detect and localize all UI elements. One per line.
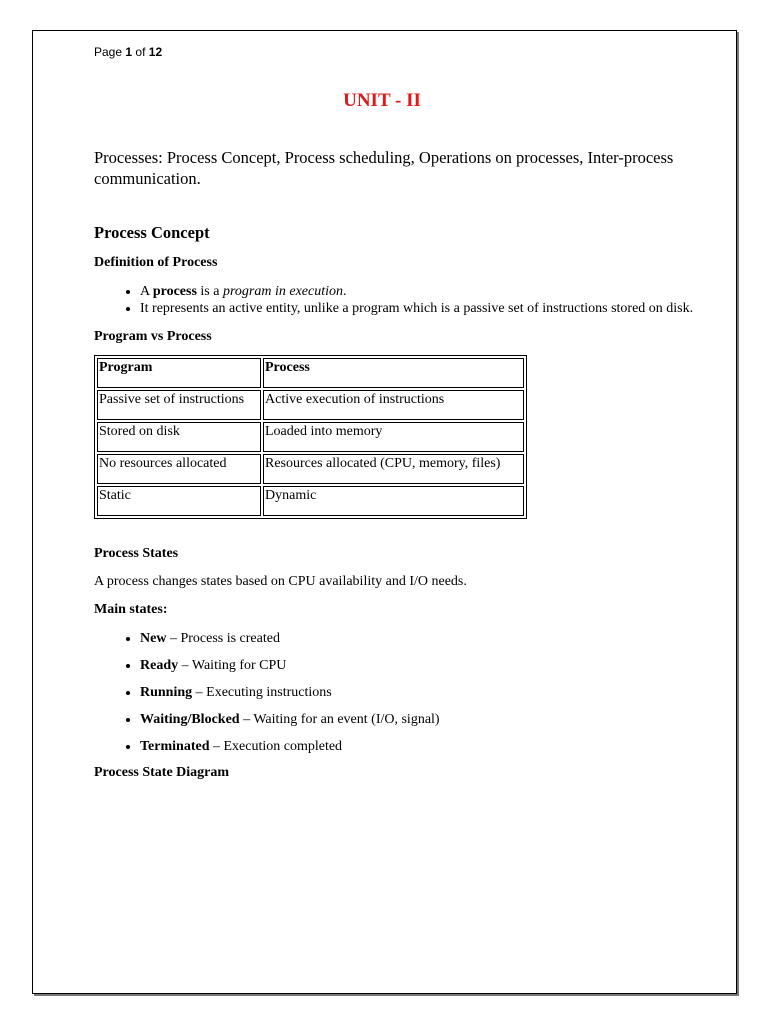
- table-cell: Dynamic: [263, 486, 524, 516]
- state-item: • Ready – Waiting for CPU: [140, 657, 694, 674]
- bullet-text: is a: [196, 284, 223, 299]
- document-page: [32, 30, 737, 994]
- table-cell: Passive set of instructions: [97, 390, 261, 420]
- table-header-row: [97, 358, 524, 388]
- table-header-cell: Process: [263, 358, 524, 388]
- table-cell: Loaded into memory: [263, 422, 524, 452]
- state-item: • Running – Executing instructions: [140, 684, 694, 701]
- main-states-label: Main states:: [94, 602, 168, 617]
- table-cell: No resources allocated: [97, 454, 261, 484]
- table-cell: Static: [97, 486, 261, 516]
- page-content: [94, 45, 694, 781]
- table-cell: Active execution of instructions: [263, 390, 524, 420]
- table-cell: Resources allocated (CPU, memory, files): [263, 454, 524, 484]
- process-states-heading: Process States: [94, 546, 179, 561]
- page-total: 12: [148, 45, 163, 59]
- process-states-description: A process changes states based on CPU availability and I/O needs.: [94, 574, 467, 589]
- definition-bullet: [140, 283, 694, 300]
- definition-bullet: • It represents an active entity, unlike a program which is a passive set of instructions stored on disk.: [140, 300, 694, 317]
- unit-title: UNIT - II: [343, 90, 421, 111]
- table-header-cell: Program: [97, 358, 261, 388]
- table-cell: Stored on disk: [97, 422, 261, 452]
- bullet-bold-term: process: [152, 284, 197, 299]
- table-row: [97, 486, 524, 516]
- page-current: 1: [125, 45, 133, 59]
- table-row: [97, 454, 524, 484]
- topics-paragraph: Processes: Process Concept, Process scheduling, Operations on processes, Inter-process communication.: [94, 148, 674, 188]
- table-row: [97, 390, 524, 420]
- state-item: • Waiting/Blocked – Waiting for an event (I/O, signal): [140, 711, 694, 728]
- state-item: • Terminated – Execution completed: [140, 738, 694, 755]
- bullet-italic-term: program in execution: [222, 284, 343, 299]
- page-of: of: [135, 45, 146, 59]
- page-label: Page: [94, 45, 123, 59]
- definition-heading: Definition of Process: [94, 255, 218, 270]
- page-number: [94, 45, 694, 59]
- program-vs-process-table: [94, 355, 527, 519]
- states-list: [94, 630, 694, 755]
- table-row: [97, 422, 524, 452]
- bullet-text: .: [343, 284, 347, 299]
- state-item: • New – Process is created: [140, 630, 694, 647]
- process-concept-heading: Process Concept: [94, 223, 210, 242]
- state-diagram-heading: Process State Diagram: [94, 765, 230, 780]
- program-vs-process-heading: Program vs Process: [94, 329, 212, 344]
- bullet-text: A: [140, 284, 153, 299]
- definition-list: [94, 283, 694, 317]
